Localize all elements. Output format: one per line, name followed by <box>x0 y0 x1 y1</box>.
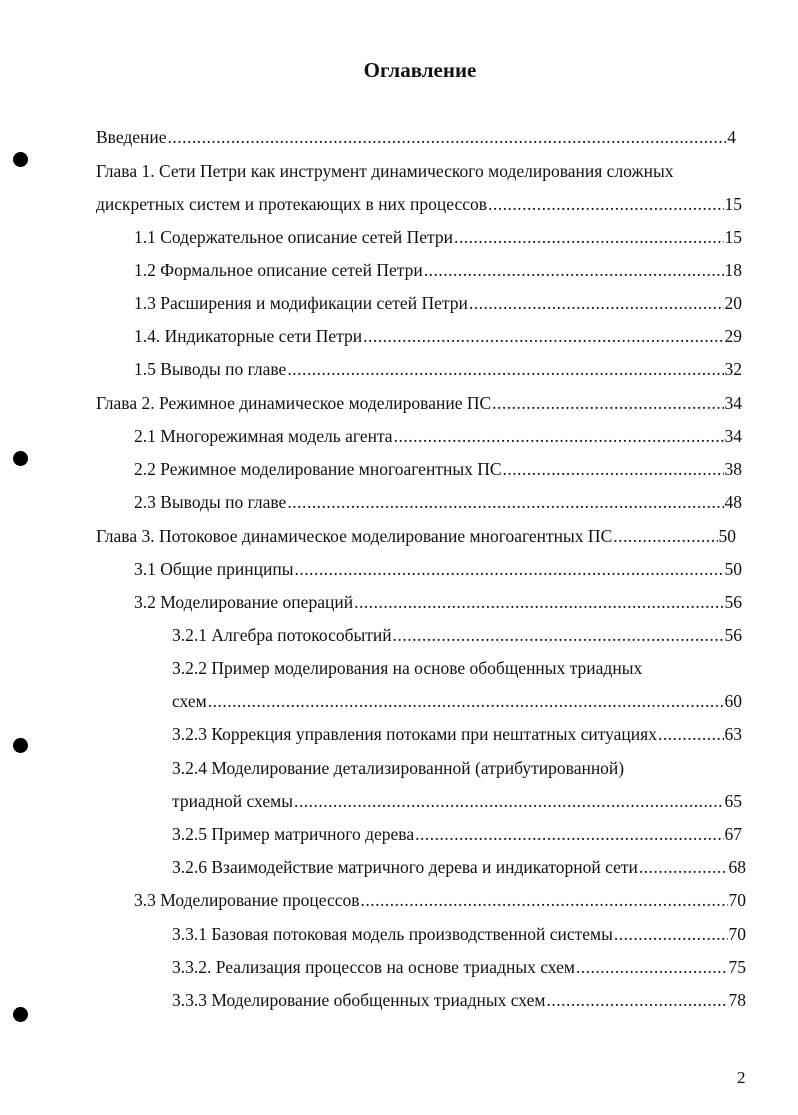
toc-entry-3-2-4-line-1: 3.2.4 Моделирование детализированной (атрибутированной) <box>172 758 625 778</box>
dot-leader <box>361 889 728 911</box>
dot-leader <box>424 259 724 281</box>
dot-leader <box>415 823 723 845</box>
dot-leader <box>454 226 724 248</box>
toc-entry-3-3-1 <box>172 923 746 945</box>
toc-entry-text: 1.3 Расширения и модификации сетей Петри <box>134 293 468 313</box>
toc-entry-text: 1.2 Формальное описание сетей Петри <box>134 260 423 280</box>
toc-entry-page: 32 <box>724 359 742 379</box>
toc-entry-page: 48 <box>724 492 742 512</box>
toc-entry-1-3 <box>134 292 742 314</box>
toc-entry-text: 2.1 Многорежимная модель агента <box>134 426 393 446</box>
dot-leader <box>639 856 728 878</box>
toc-entry-text: 1.4. Индикаторные сети Петри <box>134 326 363 346</box>
page-title: Оглавление <box>363 58 477 82</box>
toc-entry-3-2-2 <box>172 690 742 712</box>
toc-entry-text: триадной схемы <box>172 791 293 811</box>
toc-entry-text: 1.1 Содержательное описание сетей Петри <box>134 227 453 247</box>
toc-entry-page: 70 <box>728 890 746 910</box>
toc-entry-2-1 <box>134 425 742 447</box>
dot-leader <box>354 591 723 613</box>
toc-entry-1-2 <box>134 259 742 281</box>
dot-leader <box>546 989 727 1011</box>
toc-entry-text: 3.3.2. Реализация процессов на основе триадных схем <box>172 957 575 977</box>
dot-leader <box>363 325 723 347</box>
toc-entry-text: 3.1 Общие принципы <box>134 559 294 579</box>
toc-entry-3-3 <box>134 889 746 911</box>
toc-entry-text: 3.3.1 Базовая потоковая модель производственной системы <box>172 924 613 944</box>
toc-entry-text: Введение <box>96 127 167 147</box>
dot-leader <box>613 525 717 547</box>
toc-entry-text: Глава 3. Потоковое динамическое моделирование многоагентных ПС <box>96 526 613 546</box>
dot-leader <box>294 558 723 580</box>
page-number: 2 <box>737 1068 746 1087</box>
toc-entry-3-2-1 <box>172 624 742 646</box>
binder-hole-4 <box>13 1007 28 1022</box>
toc-entry-page: 56 <box>724 592 742 612</box>
toc-entry-3-2-4 <box>172 790 742 812</box>
toc-entry-page: 50 <box>718 526 736 546</box>
toc-entry-text: 2.2 Режимное моделирование многоагентных ПС <box>134 459 502 479</box>
toc-entry-page: 20 <box>724 293 742 313</box>
toc-entry-3-2 <box>134 591 742 613</box>
dot-leader <box>469 292 724 314</box>
toc-entry-text: 3.2.3 Коррекция управления потоками при нештатных ситуациях <box>172 724 657 744</box>
dot-leader <box>168 126 727 148</box>
toc-entry-chapter-2 <box>96 392 742 414</box>
toc-entry-chapter-3 <box>96 525 736 547</box>
toc-entry-text: 2.3 Выводы по главе <box>134 492 287 512</box>
toc-entry-page: 15 <box>724 194 742 214</box>
binder-hole-1 <box>13 152 28 167</box>
toc-entry-text: 1.5 Выводы по главе <box>134 359 287 379</box>
toc-entry-text: дискретных систем и протекающих в них процессов <box>96 194 488 214</box>
toc-entry-chapter-1-line-1: Глава 1. Сети Петри как инструмент динамического моделирования сложных <box>96 161 674 181</box>
toc-entry-page: 18 <box>724 260 742 280</box>
toc-entry-text: схем <box>172 691 207 711</box>
toc-entry-page: 4 <box>727 127 736 147</box>
toc-entry-3-3-2 <box>172 956 746 978</box>
toc-entry-3-2-3 <box>172 723 742 745</box>
toc-entry-page: 67 <box>724 824 742 844</box>
toc-entry-page: 56 <box>724 625 742 645</box>
toc-entry-1-5 <box>134 358 742 380</box>
toc-entry-text: 3.2.6 Взаимодействие матричного дерева и индикаторной сети <box>172 857 638 877</box>
toc-entry-page: 78 <box>728 990 746 1010</box>
toc-entry-page: 15 <box>724 227 742 247</box>
dot-leader <box>208 690 724 712</box>
toc-entry-text: 3.2 Моделирование операций <box>134 592 354 612</box>
toc-entry-1-4 <box>134 325 742 347</box>
toc-entry-3-1 <box>134 558 742 580</box>
toc-entry-2-2 <box>134 458 742 480</box>
toc-entry-page: 34 <box>724 393 742 413</box>
binder-hole-3 <box>13 738 28 753</box>
dot-leader <box>658 723 724 745</box>
toc-entry-page: 60 <box>724 691 742 711</box>
toc-entry-page: 38 <box>724 459 742 479</box>
toc-entry-text: 3.2.1 Алгебра потокособытий <box>172 625 392 645</box>
toc-entry-3-2-2-line-1: 3.2.2 Пример моделирования на основе обобщенных триадных <box>172 658 643 678</box>
toc-entry-page: 29 <box>724 326 742 346</box>
toc-entry-3-3-3 <box>172 989 746 1011</box>
toc-entry-text: 3.2.5 Пример матричного дерева <box>172 824 415 844</box>
toc-entry-page: 75 <box>728 957 746 977</box>
dot-leader <box>393 624 724 646</box>
binder-hole-2 <box>13 451 28 466</box>
toc-entry-page: 34 <box>724 426 742 446</box>
toc-entry-page: 63 <box>724 724 742 744</box>
toc-entry-3-2-6 <box>172 856 746 878</box>
toc-entry-chapter-1 <box>96 193 742 215</box>
toc-entry-1-1 <box>134 226 742 248</box>
dot-leader <box>488 193 723 215</box>
dot-leader <box>614 923 728 945</box>
toc-entry-intro <box>96 126 736 148</box>
dot-leader <box>492 392 723 414</box>
toc-entry-page: 70 <box>728 924 746 944</box>
toc-entry-page: 50 <box>724 559 742 579</box>
dot-leader <box>294 790 724 812</box>
dot-leader <box>394 425 724 447</box>
toc-entry-3-2-5 <box>172 823 742 845</box>
toc-entry-page: 68 <box>728 857 746 877</box>
toc-entry-text: Глава 2. Режимное динамическое моделирование ПС <box>96 393 492 413</box>
toc-entry-page: 65 <box>724 791 742 811</box>
dot-leader <box>576 956 728 978</box>
toc-entry-2-3 <box>134 491 742 513</box>
dot-leader <box>287 358 723 380</box>
toc-entry-text: 3.3 Моделирование процессов <box>134 890 360 910</box>
dot-leader <box>503 458 724 480</box>
dot-leader <box>287 491 723 513</box>
toc-entry-text: 3.3.3 Моделирование обобщенных триадных схем <box>172 990 546 1010</box>
